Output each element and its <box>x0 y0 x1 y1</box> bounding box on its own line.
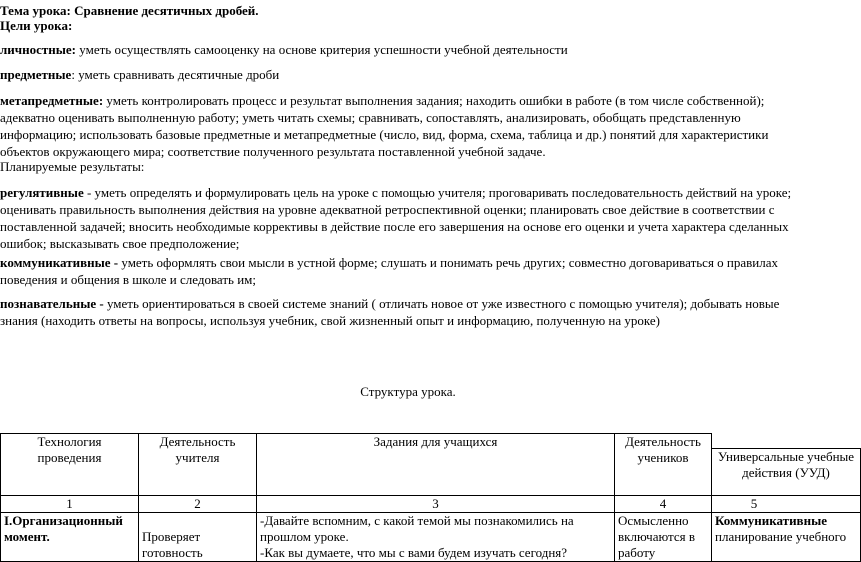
lesson-structure-table <box>0 433 861 562</box>
goal-metasubject: метапредметные: уметь контролировать процесс и результат выполнения задания; находить ошибки в работе (в том числе собственной); адекватно оценивать выполненную работу; уметь читать схемы; сравнивать, сопоставлять, анализировать, обобщать представленную информацию; использовать базовые предметные и метапредметные (число, вид, форма, схема, таблица и др.) понятий для характеристики объектов окружающего мира; соответствие полученного результата поставленной учебной задаче. <box>0 93 769 159</box>
cell-stage: I.Организационный момент. <box>1 513 139 562</box>
topic-label: Тема урока: <box>0 3 71 18</box>
col-number: 1 <box>1 496 139 513</box>
topic-value: Сравнение десятичных дробей. <box>74 3 259 18</box>
col-number: 4 <box>615 496 712 513</box>
result-communicative: коммуникативные - уметь оформлять свои мысли в устной форме; слушать и понимать речь других; совместно договариваться о правилах поведения и общения в школе и следовать им; <box>0 255 779 287</box>
results-title: Планируемые результаты: <box>0 159 145 174</box>
header-uud: Универсальные учебные действия (УУД) <box>712 449 861 496</box>
cell-teacher: Проверяет готовность <box>139 513 257 562</box>
table-row <box>1 513 861 562</box>
result-regulative: регулятивные - уметь определять и формулировать цель на уроке с помощью учителя; проговаривать последовательность действий на уроке; оценивать правильность выполнения действия на уровне адекватной ретроспективной оценки; планировать свое действие в соответствии с поставленной задачей; вносить необходимые коррективы в действие после его завершения на основе его оценки и учета характера сделанных ошибок; высказывать свое предположение; <box>0 185 792 251</box>
table-header-row-top <box>1 434 861 449</box>
header-tech: Технология проведения <box>1 434 139 496</box>
cell-students: Осмысленно включаются в работу <box>615 513 712 562</box>
header-tasks: Задания для учащихся <box>257 434 615 496</box>
header-teacher: Деятельность учителя <box>139 434 257 496</box>
goal-subject: предметные: уметь сравнивать десятичные дроби <box>0 67 280 82</box>
col-number: 3 <box>257 496 615 513</box>
table-number-row <box>1 496 861 513</box>
col-number: 2 <box>139 496 257 513</box>
col-number: 5 <box>712 496 861 513</box>
goal-personal: личностные: уметь осуществлять самооценку на основе критерия успешности учебной деятельности <box>0 42 568 57</box>
header-students: Деятельность учеников <box>615 434 712 496</box>
structure-title: Структура урока. <box>360 384 456 399</box>
goals-title: Цели урока: <box>0 18 73 33</box>
cell-tasks: -Давайте вспомним, с какой темой мы познакомились на прошлом уроке. -Как вы думаете, что мы с вами будем изучать сегодня? <box>257 513 615 562</box>
result-cognitive: познавательные - уметь ориентироваться в своей системе знаний ( отличать новое от уже известного с помощью учителя); добывать новые знания (находить ответы на вопросы, используя учебник, свой жизненный опыт и информацию, полученную на уроке) <box>0 296 780 328</box>
cell-uud: Коммуникативные планирование учебного <box>712 513 861 562</box>
